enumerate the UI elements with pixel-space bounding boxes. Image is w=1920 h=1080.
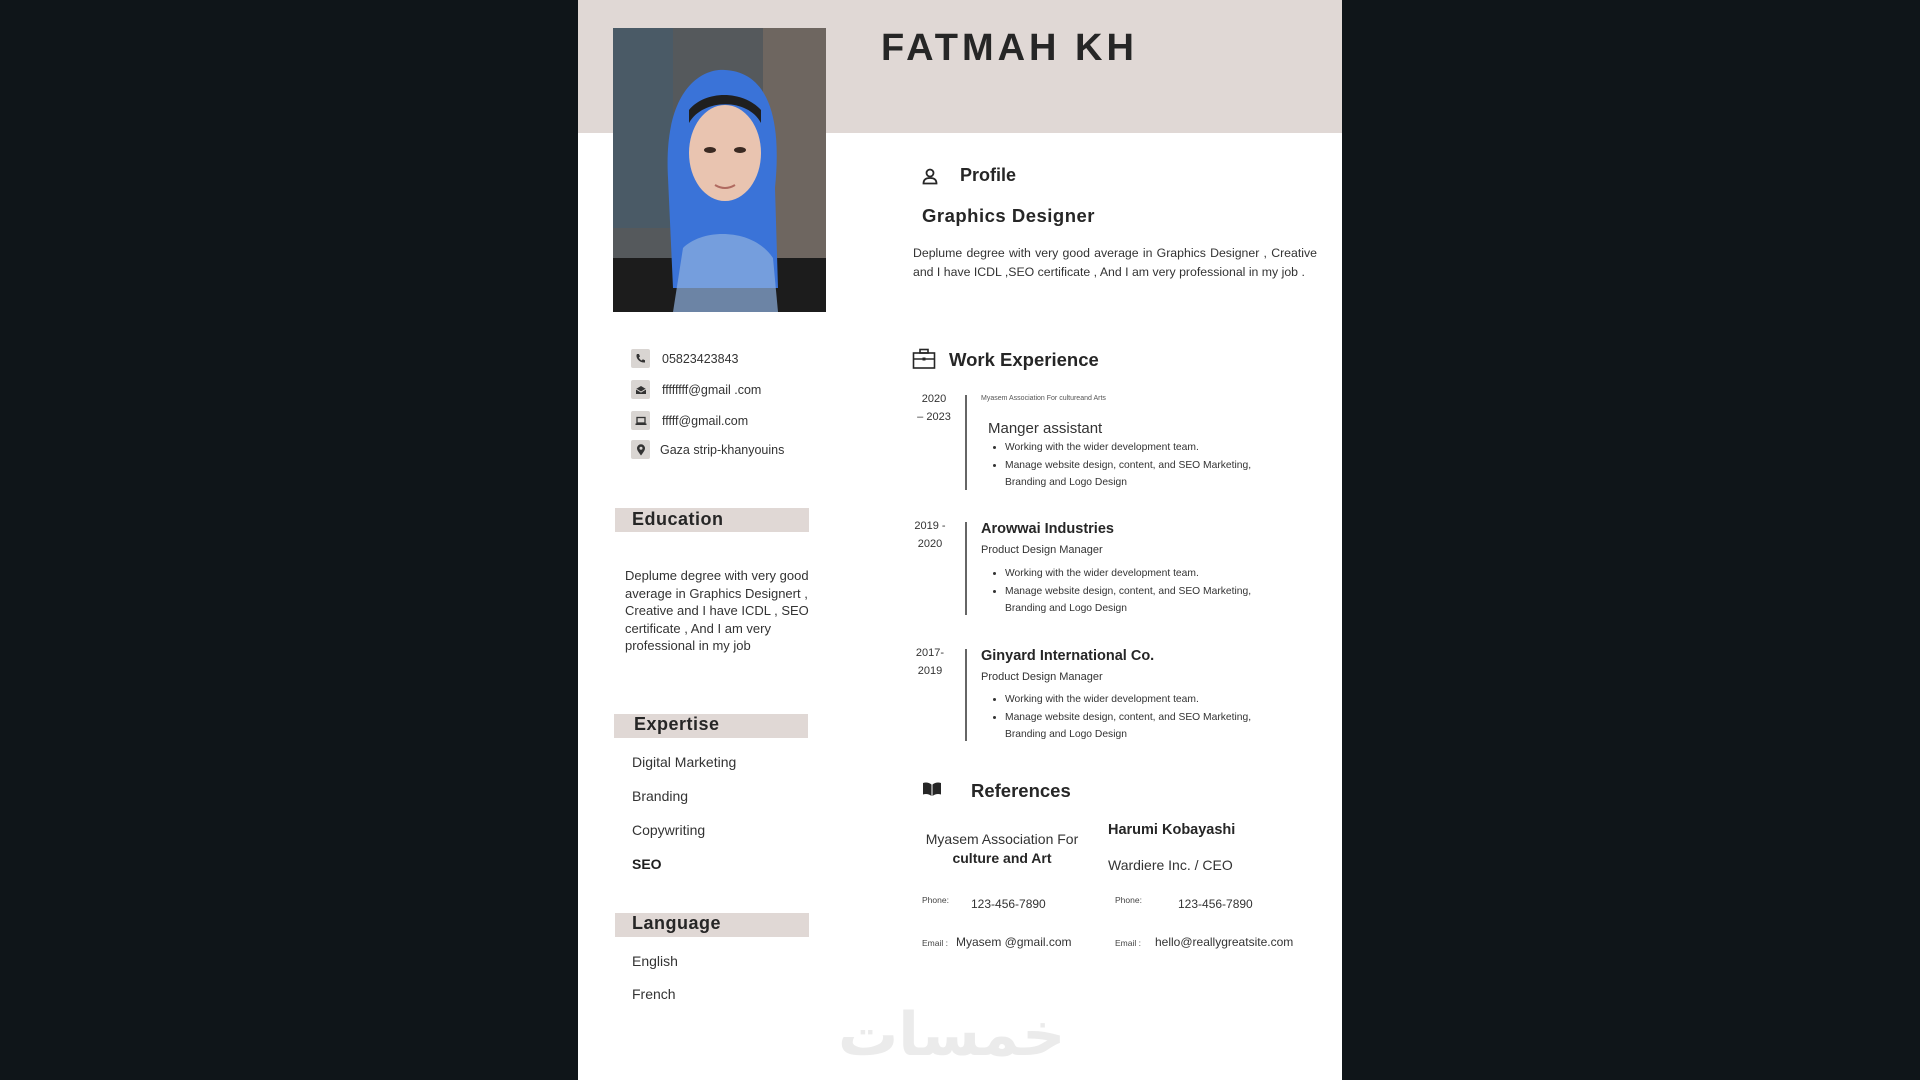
job-company: Arowwai Industries [981, 521, 1114, 537]
contact-email-1 [631, 380, 761, 399]
ref2-name: Harumi Kobayashi [1108, 822, 1236, 838]
language-heading: Language [632, 913, 722, 933]
references-heading: References [971, 780, 1071, 801]
expertise-item: Branding [632, 788, 689, 804]
contact-location [631, 440, 784, 459]
contact-phone [631, 349, 738, 368]
job-bullet: • Working with the wider development team. [1005, 691, 1295, 709]
phone-number: 05823423843 [662, 351, 739, 366]
work-heading: Work Experience [949, 349, 1099, 370]
ref1-phone: 123-456-7890 [971, 897, 1046, 911]
profile-photo [613, 28, 826, 312]
open-book-icon [922, 781, 942, 802]
ref1-line1: Myasem Association For [925, 831, 1079, 847]
envelope-icon [631, 380, 650, 399]
job-role: Manger assistant [988, 420, 1103, 437]
timeline-line [965, 649, 967, 741]
job-company: Ginyard International Co. [981, 648, 1155, 664]
contact-email-2 [631, 411, 748, 430]
ref2-phone: 123-456-7890 [1178, 897, 1253, 911]
job-role: Product Design Manager [981, 671, 1103, 683]
job-year-start: 2019 - [914, 520, 946, 532]
ref2-email: hello@reallygreatsite.com [1155, 935, 1294, 949]
job-year-end: – 2023 [917, 411, 951, 423]
location-text: Gaza strip-khanyouins [660, 442, 785, 457]
ref1-email: Myasem @gmail.com [956, 935, 1072, 949]
job-years [910, 517, 950, 553]
ref1-line2: culture and Art [952, 850, 1052, 866]
watermark-logo: خمسات [838, 1000, 1066, 1070]
expertise-item: Copywriting [632, 822, 706, 838]
job-year-start: 2020 [921, 393, 947, 405]
location-pin-icon [631, 440, 650, 459]
job-year-end: 2019 [917, 665, 943, 677]
job-bullet: • Working with the wider development team. [1005, 565, 1295, 583]
job-bullet: • Manage website design, content, and SEO Marketing, Branding and Logo Design [1005, 457, 1295, 492]
resume-page [578, 0, 1342, 1080]
job-bullet: • Manage website design, content, and SEO Marketing, Branding and Logo Design [1005, 709, 1295, 744]
phone-icon [631, 349, 650, 368]
briefcase-icon [912, 348, 936, 375]
ref2-phone-label: Phone: [1115, 895, 1142, 905]
ref1-phone-label: Phone: [922, 895, 949, 905]
expertise-heading: Expertise [634, 714, 720, 734]
person-icon [921, 167, 939, 190]
expertise-item: SEO [632, 856, 662, 872]
education-heading: Education [632, 509, 724, 529]
timeline-line [965, 395, 967, 490]
job-bullets [988, 691, 1295, 744]
job-year-end: 2020 [917, 538, 943, 550]
expertise-item: Digital Marketing [632, 754, 737, 770]
profile-title: Graphics Designer [922, 205, 1096, 226]
job-bullets [988, 565, 1295, 618]
job-role: Product Design Manager [981, 544, 1103, 556]
language-item: English [632, 953, 678, 969]
profile-heading: Profile [960, 165, 1017, 185]
job-years [910, 644, 950, 680]
job-bullet: • Working with the wider development team. [1005, 439, 1295, 457]
education-text: Deplume degree with very good average in Graphics Designert , Creative and I have ICDL , SEO certificate , And I am very professional in my job [625, 568, 809, 653]
job-bullets [988, 439, 1295, 492]
laptop-icon [631, 411, 650, 430]
ref2-email-label: Email : [1115, 938, 1141, 948]
portrait-illustration [613, 28, 826, 312]
job-year-start: 2017- [915, 647, 945, 659]
language-item: French [632, 986, 676, 1002]
job-bullet: • Manage website design, content, and SEO Marketing, Branding and Logo Design [1005, 583, 1295, 618]
job-years [914, 390, 954, 426]
ref2-title: Wardiere Inc. / CEO [1108, 857, 1233, 873]
job-organization: Myasem Association For cultureand Arts [981, 395, 1106, 402]
profile-text: Deplume degree with very good average in Graphics Designer , Creative and I have ICDL ,SEO certificate , And I am very professional in my job . [913, 246, 1317, 279]
email-primary: ffffffff@gmail .com [662, 382, 762, 397]
ref1-email-label: Email : [922, 938, 948, 948]
resume-name: FATMAH KH [881, 27, 1138, 69]
email-secondary: fffff@gmail.com [662, 413, 749, 428]
timeline-line [965, 522, 967, 615]
